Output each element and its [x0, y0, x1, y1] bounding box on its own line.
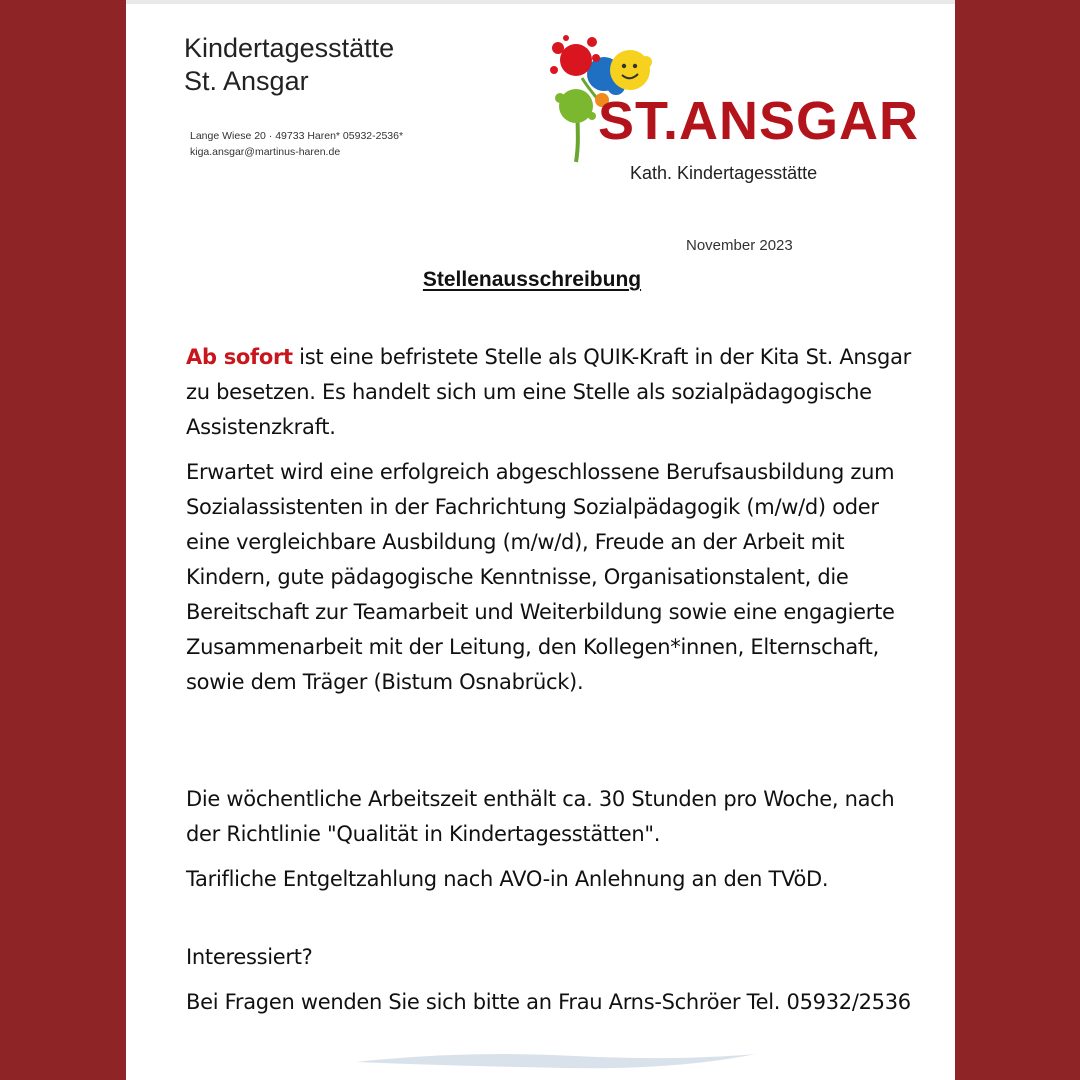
job-posting-page: [126, 0, 955, 1080]
paragraph-requirements: [186, 455, 921, 700]
paragraph-salary-text: Tarifliche Entgeltzahlung nach AVO-in Anlehnung an den TVöD.: [186, 867, 829, 891]
paragraph-working-hours: [186, 782, 921, 852]
contact-address: [190, 128, 403, 160]
paragraph-working-hours-text: Die wöchentliche Arbeitszeit enthält ca. 30 Stunden pro Woche, nach der Richtlinie "Qualität in Kindertagesstätten".: [186, 787, 895, 846]
address-line: Lange Wiese 20 · 49733 Haren* 05932-2536*: [190, 130, 404, 142]
highlight-start-date: Ab sofort: [186, 345, 293, 369]
paragraph-position-text: ist eine befristete Stelle als QUIK-Kraft in der Kita St. Ansgar zu besetzen. Es handelt sich um eine Stelle als sozialpädagogische Assistenzkraft.: [186, 345, 911, 439]
paragraph-requirements-text: Erwartet wird eine erfolgreich abgeschlossene Berufsausbildung zum Sozialassistenten in der Fachrichtung Sozialpädagogik (m/w/d) oder eine vergleichbare Ausbildung (m/w/d), Freude an der Arbeit mit Kindern, gute pädagogische Kenntnisse, Organisationstalent, die Bereitschaft zur Teamarbeit und Weiterbildung sowie eine engagierte Zusammenarbeit mit der Leitung, den Kollegen*innen, Elternschaft, sowie dem Träger (Bistum Osnabrück).: [186, 460, 895, 694]
paragraph-contact-text: Bei Fragen wenden Sie sich bitte an Frau Arns-Schröer Tel. 05932/2536: [186, 990, 911, 1014]
paragraph-interested-text: Interessiert?: [186, 945, 313, 969]
document-date: November 2023: [686, 237, 793, 254]
logo-wordmark: ST.ANSGAR: [598, 91, 920, 151]
paragraph-salary: [186, 862, 921, 897]
footer-swoosh-icon: [346, 1048, 766, 1078]
org-name-line1: Kindertagesstätte: [184, 33, 395, 63]
paragraph-position: [186, 340, 921, 445]
email-line: kiga.ansgar@martinus-haren.de: [190, 146, 341, 158]
page-top-edge: [126, 0, 955, 4]
document-title: Stellenausschreibung: [422, 268, 642, 291]
logo-subtitle: Kath. Kindertagesstätte: [630, 163, 818, 183]
st-ansgar-logo: [536, 28, 920, 198]
org-name-line2: St. Ansgar: [184, 66, 309, 96]
paragraph-contact: [186, 985, 921, 1020]
organization-name: [184, 32, 394, 98]
paragraph-interested: [186, 940, 921, 975]
